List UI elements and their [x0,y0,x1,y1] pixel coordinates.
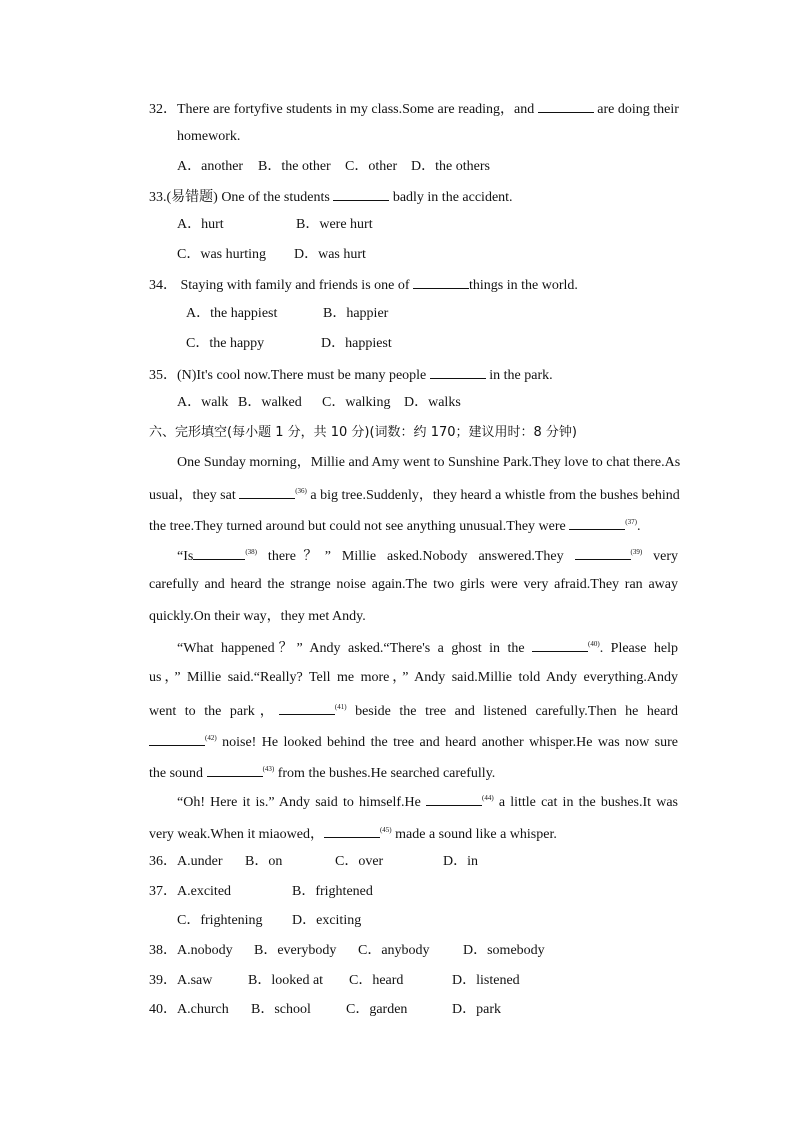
answer-blank[interactable] [279,701,335,715]
passage-line: very weak.When it miaowed， $^{(45)}$ made a sound like a whisper. [149,826,557,842]
q35-stem: 35．(N)It's cool now.There must be many people in the park. [149,365,553,385]
answer-blank[interactable] [426,792,482,806]
option-d[interactable]: D．listened [452,973,520,988]
passage-line: went to the park， $^{(41)}$ beside the tree and listened carefully.Then he heard [149,703,678,719]
question-number: 40． [149,1002,177,1017]
option-a[interactable]: A．another [177,159,244,174]
option-a[interactable]: A.excited [177,884,232,899]
q32-stem-cont: homework. [177,129,241,144]
option-d[interactable]: D．was hurt [294,247,366,262]
option-a[interactable]: A.nobody [177,943,233,958]
option-c[interactable]: C．heard [349,973,404,988]
passage-line: us，” Millie said.“Really? Tell me more，” Andy said.Millie told Andy everything.Andy [149,670,678,685]
answer-blank[interactable] [413,275,469,289]
option-a[interactable]: A．walk [177,395,229,410]
blank-number: (44) [482,794,494,802]
option-b[interactable]: B．looked at [248,973,324,988]
option-c[interactable]: C．the happy [186,336,265,351]
blank-number: (36) [295,487,307,495]
answer-blank[interactable] [430,365,486,379]
option-c[interactable]: C．frightening [177,913,263,928]
passage-line: the sound $^{(43)}$ from the bushes.He searched carefully. [149,765,496,781]
blank-number: (43) [262,765,275,773]
passage-line: usual，they sat $^{(36)}$ a big tree.Suddenly，they heard a whistle from the bushes behind [149,487,680,503]
passage-line: One Sunday morning，Millie and Amy went to Sunshine Park.They love to chat there.As [177,455,681,470]
option-c[interactable]: C．anybody [358,943,430,958]
option-a[interactable]: A.church [177,1002,229,1017]
passage-line: “Is $^{(38)}$ there？” Millie asked.Nobody answered.They $^{(39)}$ very [177,548,678,564]
answer-blank[interactable] [532,638,588,652]
question-number: 39． [149,973,177,988]
option-b[interactable]: B．happier [323,306,389,321]
option-c[interactable]: C．garden [346,1002,408,1017]
option-b[interactable]: B．the other [258,159,331,174]
blank-number: (37) [625,518,637,526]
answer-blank[interactable] [193,546,245,560]
answer-blank[interactable] [569,516,625,530]
blank-number: (39) [630,548,643,556]
passage-line: carefully and heard the strange noise again.The two girls were very afraid.They ran away [149,577,678,592]
question-number: 38． [149,943,177,958]
option-d[interactable]: D．walks [404,395,461,410]
option-b[interactable]: B．on [245,854,283,869]
q34-stem: 34． Staying with family and friends is one of things in the world. [149,275,578,295]
option-b[interactable]: B．were hurt [296,217,373,232]
option-b[interactable]: B．walked [238,395,302,410]
answer-blank[interactable] [324,824,380,838]
option-d[interactable]: D．park [452,1002,501,1017]
option-d[interactable]: D．somebody [463,943,545,958]
passage-line: “Oh! Here it is.” Andy said to himself.He $^{(44)}$ a little cat in the bushes.It was [177,794,678,810]
q32-stem: 32．There are fortyfive students in my class.Some are reading，and are doing their [149,99,678,119]
question-number: 36． [149,854,177,869]
option-c[interactable]: C．was hurting [177,247,267,262]
question-number: 37． [149,884,177,899]
passage-line: “What happened？” Andy asked.“There's a ghost in the $^{(40)}$. Please help [177,640,678,656]
passage-line: quickly.On their way，they met Andy. [149,609,366,624]
section-heading: 六、完形填空(每小题 1 分，共 10 分)(词数：约 170；建议用时：8 分钟) [149,425,577,440]
option-a[interactable]: A．hurt [177,217,224,232]
passage-line: the tree.They turned around but could not see anything unusual.They were $^{(37)}$. [149,518,641,534]
option-c[interactable]: C．other [345,159,398,174]
answer-blank[interactable] [575,546,631,560]
option-b[interactable]: B．frightened [292,884,373,899]
blank-number: (42) [205,734,217,742]
blank-number: (40) [588,640,600,648]
option-b[interactable]: B．everybody [254,943,337,958]
option-b[interactable]: B．school [251,1002,311,1017]
option-c[interactable]: C．walking [322,395,391,410]
option-d[interactable]: D．in [443,854,478,869]
option-d[interactable]: D．the others [411,159,490,174]
option-d[interactable]: D．happiest [321,336,392,351]
blank-number: (38) [245,548,257,556]
answer-blank[interactable] [538,99,594,113]
answer-blank[interactable] [333,187,389,201]
answer-blank[interactable] [149,732,205,746]
option-c[interactable]: C．over [335,854,384,869]
answer-blank[interactable] [207,763,263,777]
passage-line: $^{(42)}$ noise! He looked behind the tree and heard another whisper.He was now sure [149,732,678,752]
option-a[interactable]: A.saw [177,973,213,988]
blank-number: (41) [334,703,347,711]
answer-blank[interactable] [239,485,295,499]
q33-stem: 33.(易错题) One of the students badly in the accident. [149,187,513,207]
option-a[interactable]: A．the happiest [186,306,278,321]
option-a[interactable]: A.under [177,854,223,869]
blank-number: (45) [379,826,392,834]
option-d[interactable]: D．exciting [292,913,362,928]
